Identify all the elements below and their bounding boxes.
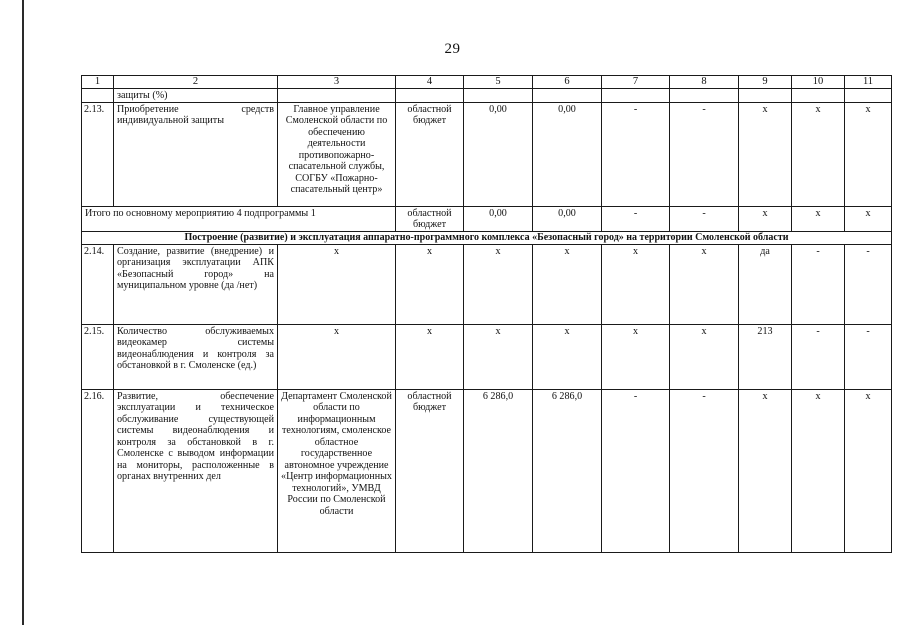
value-cell: х bbox=[533, 324, 602, 389]
value-cell: х bbox=[739, 206, 792, 231]
empty-cell bbox=[396, 89, 464, 103]
total-label-cell: Итого по основному мероприятию 4 подпрограммы 1 bbox=[82, 206, 396, 231]
value-cell: - bbox=[670, 206, 739, 231]
value-cell: х bbox=[670, 324, 739, 389]
value-cell: - bbox=[792, 324, 845, 389]
column-header: 3 bbox=[278, 76, 396, 89]
section-heading-row bbox=[82, 231, 892, 244]
row-number-cell: 2.16. bbox=[82, 389, 114, 552]
value-cell: х bbox=[739, 102, 792, 206]
value-cell: х bbox=[792, 389, 845, 552]
column-header: 7 bbox=[602, 76, 670, 89]
value-cell: х bbox=[464, 244, 533, 324]
value-cell: 6 286,0 bbox=[464, 389, 533, 552]
value-cell: х bbox=[396, 244, 464, 324]
value-cell: х bbox=[739, 389, 792, 552]
column-header: 4 bbox=[396, 76, 464, 89]
column-header: 6 bbox=[533, 76, 602, 89]
funding-source-cell: областной бюджет bbox=[396, 389, 464, 552]
value-cell: 0,00 bbox=[464, 102, 533, 206]
row-number-cell: 2.15. bbox=[82, 324, 114, 389]
column-header: 2 bbox=[114, 76, 278, 89]
value-cell: 6 286,0 bbox=[533, 389, 602, 552]
column-header: 5 bbox=[464, 76, 533, 89]
value-cell: - bbox=[602, 389, 670, 552]
value-cell: х bbox=[792, 102, 845, 206]
empty-cell bbox=[739, 89, 792, 103]
empty-cell bbox=[792, 89, 845, 103]
indicator-row bbox=[82, 244, 892, 324]
page-number: 29 bbox=[444, 41, 461, 57]
value-cell: х bbox=[602, 244, 670, 324]
value-cell: х bbox=[396, 324, 464, 389]
value-cell: 213 bbox=[739, 324, 792, 389]
value-cell: - bbox=[845, 324, 892, 389]
value-cell: х bbox=[602, 324, 670, 389]
column-number-row bbox=[82, 76, 892, 89]
funding-source-cell: областной бюджет bbox=[396, 102, 464, 206]
left-margin-rule bbox=[22, 0, 24, 625]
empty-cell bbox=[533, 89, 602, 103]
value-cell: 0,00 bbox=[464, 206, 533, 231]
section-title: Построение (развитие) и эксплуатация аппаратно-программного комплекса «Безопасный город» на территории Смоленской области bbox=[82, 231, 892, 244]
row-name-cell: Развитие, обеспечение эксплуатации и техническое обслуживание существующей системы видеонаблюдения и контроля за обстановкой в г. Смоленске с выводом информации на мониторы, расположенные в органах внутренних дел bbox=[114, 389, 278, 552]
empty-cell bbox=[602, 89, 670, 103]
empty-cell bbox=[670, 89, 739, 103]
row-number-cell: 2.14. bbox=[82, 244, 114, 324]
value-cell: - bbox=[845, 244, 892, 324]
activity-row bbox=[82, 389, 892, 552]
program-table bbox=[81, 75, 892, 553]
executor-cell: Главное управление Смоленской области по обеспечению деятельности противопожарно-спасательной службы, СОГБУ «Пожарно-спасательный центр» bbox=[278, 102, 396, 206]
value-cell: х bbox=[670, 244, 739, 324]
row-name-cell: Приобретение средств индивидуальной защиты bbox=[114, 102, 278, 206]
row-name-cell: защиты (%) bbox=[114, 89, 278, 103]
value-cell: х bbox=[278, 324, 396, 389]
value-cell: - bbox=[670, 389, 739, 552]
column-header: 11 bbox=[845, 76, 892, 89]
value-cell: х bbox=[533, 244, 602, 324]
column-header: 10 bbox=[792, 76, 845, 89]
table-body bbox=[82, 76, 892, 553]
empty-cell bbox=[278, 89, 396, 103]
row-number-cell: 2.13. bbox=[82, 102, 114, 206]
value-cell: - bbox=[602, 206, 670, 231]
value-cell: да bbox=[739, 244, 792, 324]
value-cell: х bbox=[792, 206, 845, 231]
value-cell: 0,00 bbox=[533, 206, 602, 231]
funding-source-cell: областной бюджет bbox=[396, 206, 464, 231]
value-cell: х bbox=[278, 244, 396, 324]
value-cell: х bbox=[845, 102, 892, 206]
activity-row bbox=[82, 102, 892, 206]
row-name-cell: Создание, развитие (внедрение) и организация эксплуатации АПК «Безопасный город» на муниципальном уровне (да /нет) bbox=[114, 244, 278, 324]
indicator-row bbox=[82, 324, 892, 389]
continuation-row bbox=[82, 89, 892, 103]
value-cell: х bbox=[464, 324, 533, 389]
value-cell: - bbox=[602, 102, 670, 206]
column-header: 8 bbox=[670, 76, 739, 89]
row-number-cell bbox=[82, 89, 114, 103]
row-name-cell: Количество обслуживаемых видеокамер системы видеонаблюдения и контроля за обстановкой в г. Смоленске (ед.) bbox=[114, 324, 278, 389]
value-cell: 0,00 bbox=[533, 102, 602, 206]
total-row bbox=[82, 206, 892, 231]
value-cell: - bbox=[792, 244, 845, 324]
column-header: 1 bbox=[82, 76, 114, 89]
empty-cell bbox=[464, 89, 533, 103]
value-cell: х bbox=[845, 389, 892, 552]
executor-cell: Департамент Смоленской области по информационным технологиям, смоленское областное государственное автономное учреждение «Центр информационных технологий», УМВД России по Смоленской области bbox=[278, 389, 396, 552]
value-cell: х bbox=[845, 206, 892, 231]
column-header: 9 bbox=[739, 76, 792, 89]
value-cell: - bbox=[670, 102, 739, 206]
empty-cell bbox=[845, 89, 892, 103]
